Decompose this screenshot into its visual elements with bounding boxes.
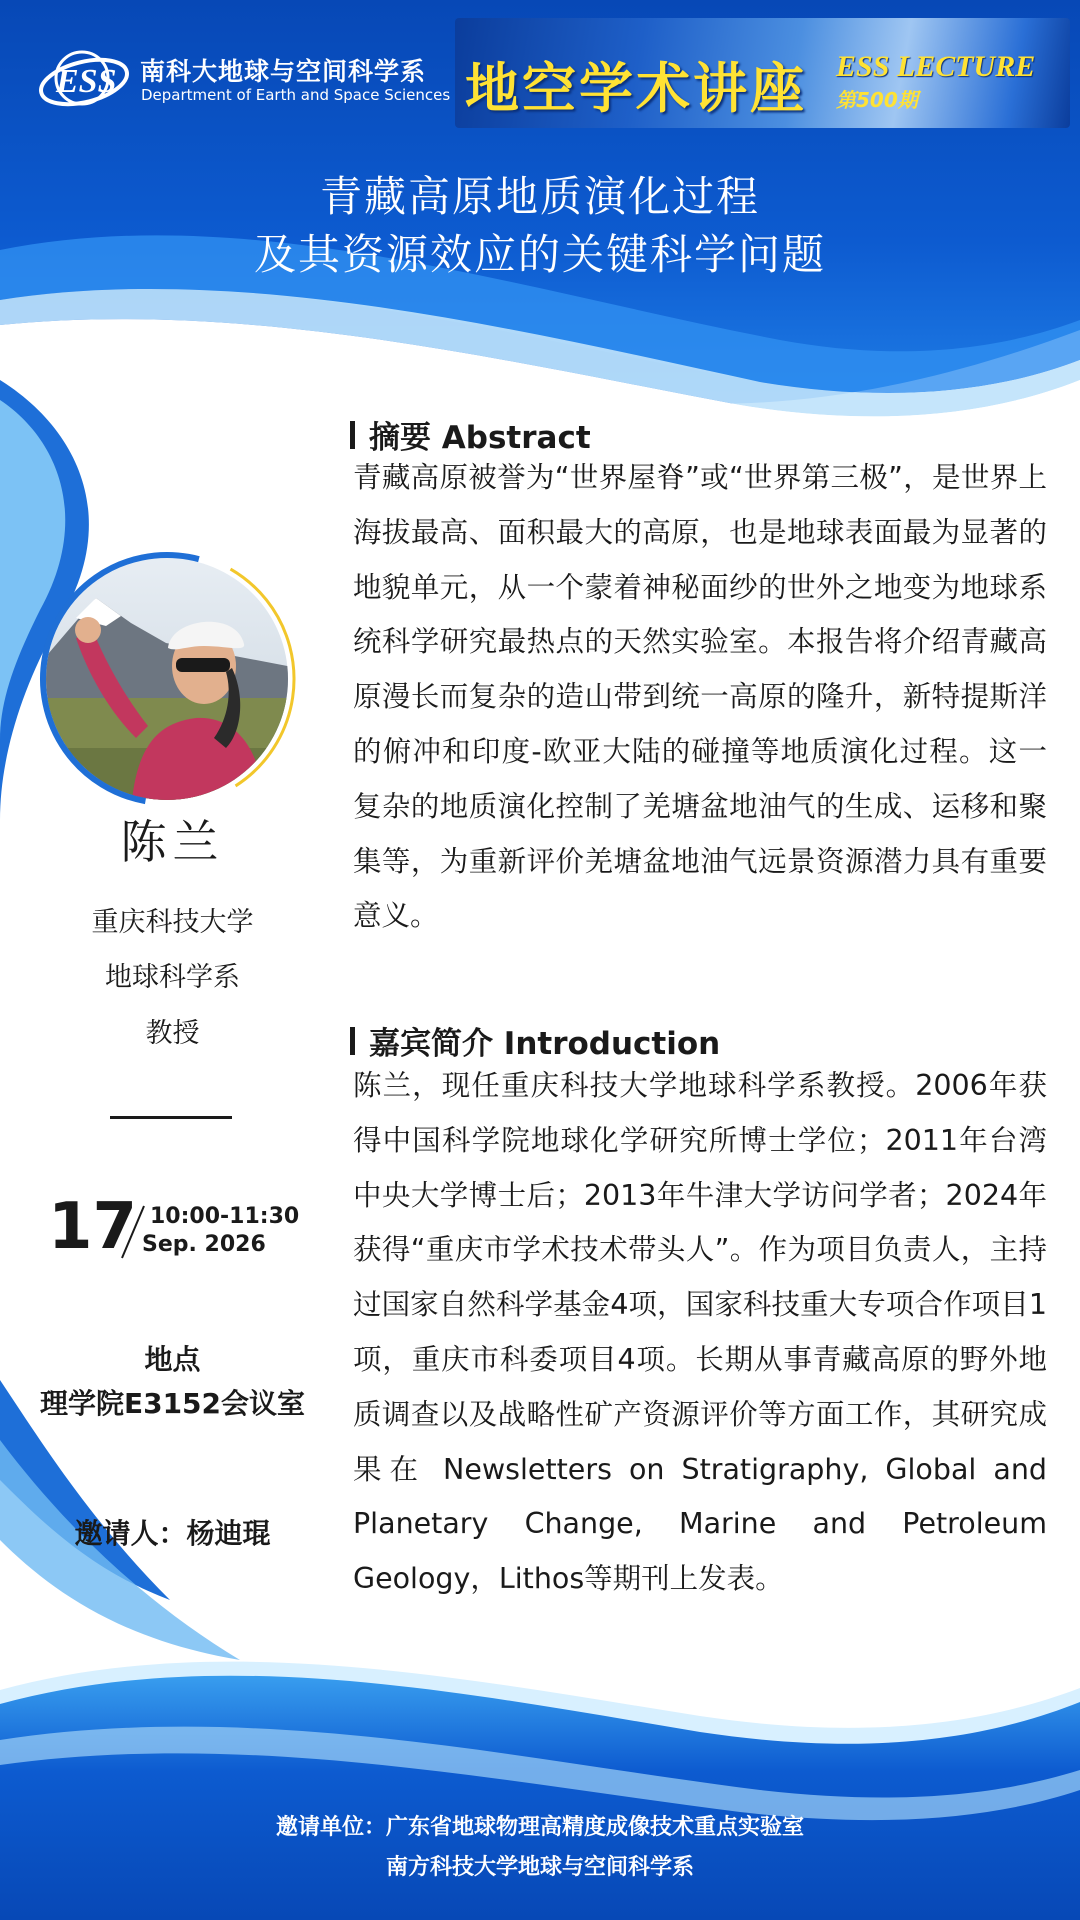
speaker-title: 教授 <box>145 1018 200 1049</box>
lecture-series-title-en: ESS LECTURE <box>836 50 1036 83</box>
venue: 理学院E3152会议室 <box>39 1387 306 1420</box>
department-name-en: Department of Earth and Space Sciences <box>141 86 451 104</box>
inviter: 邀请人：杨迪琨 <box>74 1517 271 1550</box>
lecture-issue-number: 第500期 <box>836 88 918 112</box>
svg-text:ESS: ESS <box>56 63 117 100</box>
abstract-text: 青藏高原被誉为“世界屋脊”或“世界第三极”，是世界上海拔最高、面积最大的高原，也是地球表面最为显著的地貌单元，从一个蒙着神秘面纱的世外之地变为地球系统科学研究最热点的天然实验室。本报告将介绍青藏高原漫长而复杂的造山带到统一高原的隆升，新特提斯洋的俯冲和印度-欧亚大陆的碰撞等地质演化过程。这一复杂的地质演化控制了羌塘盆地油气的生成、运移和聚集等，为重新评价羌塘盆地油气远景资源潜力具有重要意义。 <box>353 461 1047 933</box>
introduction-heading <box>350 1018 720 1063</box>
heading-bar-icon <box>350 421 355 449</box>
department-name-cn: 南科大地球与空间科学系 <box>140 57 427 86</box>
event-day: 17 <box>48 1190 138 1264</box>
speaker-photo <box>36 548 298 810</box>
organizer-line-2: 南方科技大学地球与空间科学系 <box>385 1855 694 1880</box>
event-month-year: Sep. 2026 <box>142 1232 266 1257</box>
heading-bar-icon <box>350 1027 355 1055</box>
speaker-name: 陈兰 <box>120 815 225 869</box>
divider-line <box>110 1116 232 1119</box>
venue-label: 地点 <box>144 1343 201 1376</box>
ess-logo-icon <box>32 44 132 116</box>
introduction-text: 陈兰，现任重庆科技大学地球科学系教授。2006年获得中国科学院地球化学研究所博士学位；2011年台湾中央大学博士后；2013年牛津大学访问学者；2024年获得“重庆市学术技术带头人”。作为项目负责人，主持过国家自然科学基金4项，国家科技重大专项合作项目1项，重庆市科委项目4项。长期从事青藏高原的野外地质调查以及战略性矿产资源评价等方面工作，其研究成果在 Newsletters on Stratigraphy, Global and Planetary Change, Marine and Petroleum Geology，Lithos等期刊上发表。 <box>353 1069 1047 1596</box>
speaker-affiliation-university: 重庆科技大学 <box>91 907 254 938</box>
talk-title-line-1: 青藏高原地质演化过程 <box>319 172 760 221</box>
organizer-line-1: 邀请单位：广东省地球物理高精度成像技术重点实验室 <box>275 1815 804 1840</box>
talk-title-line-2: 及其资源效应的关键科学问题 <box>253 230 826 279</box>
speaker-affiliation-department: 地球科学系 <box>105 962 240 993</box>
abstract-heading-text: 摘要 Abstract <box>369 420 591 456</box>
event-time: 10:00-11:30 <box>150 1204 300 1229</box>
introduction-heading-text: 嘉宾简介 Introduction <box>369 1026 721 1062</box>
lecture-series-title-cn: 地空学术讲座 <box>465 56 807 120</box>
